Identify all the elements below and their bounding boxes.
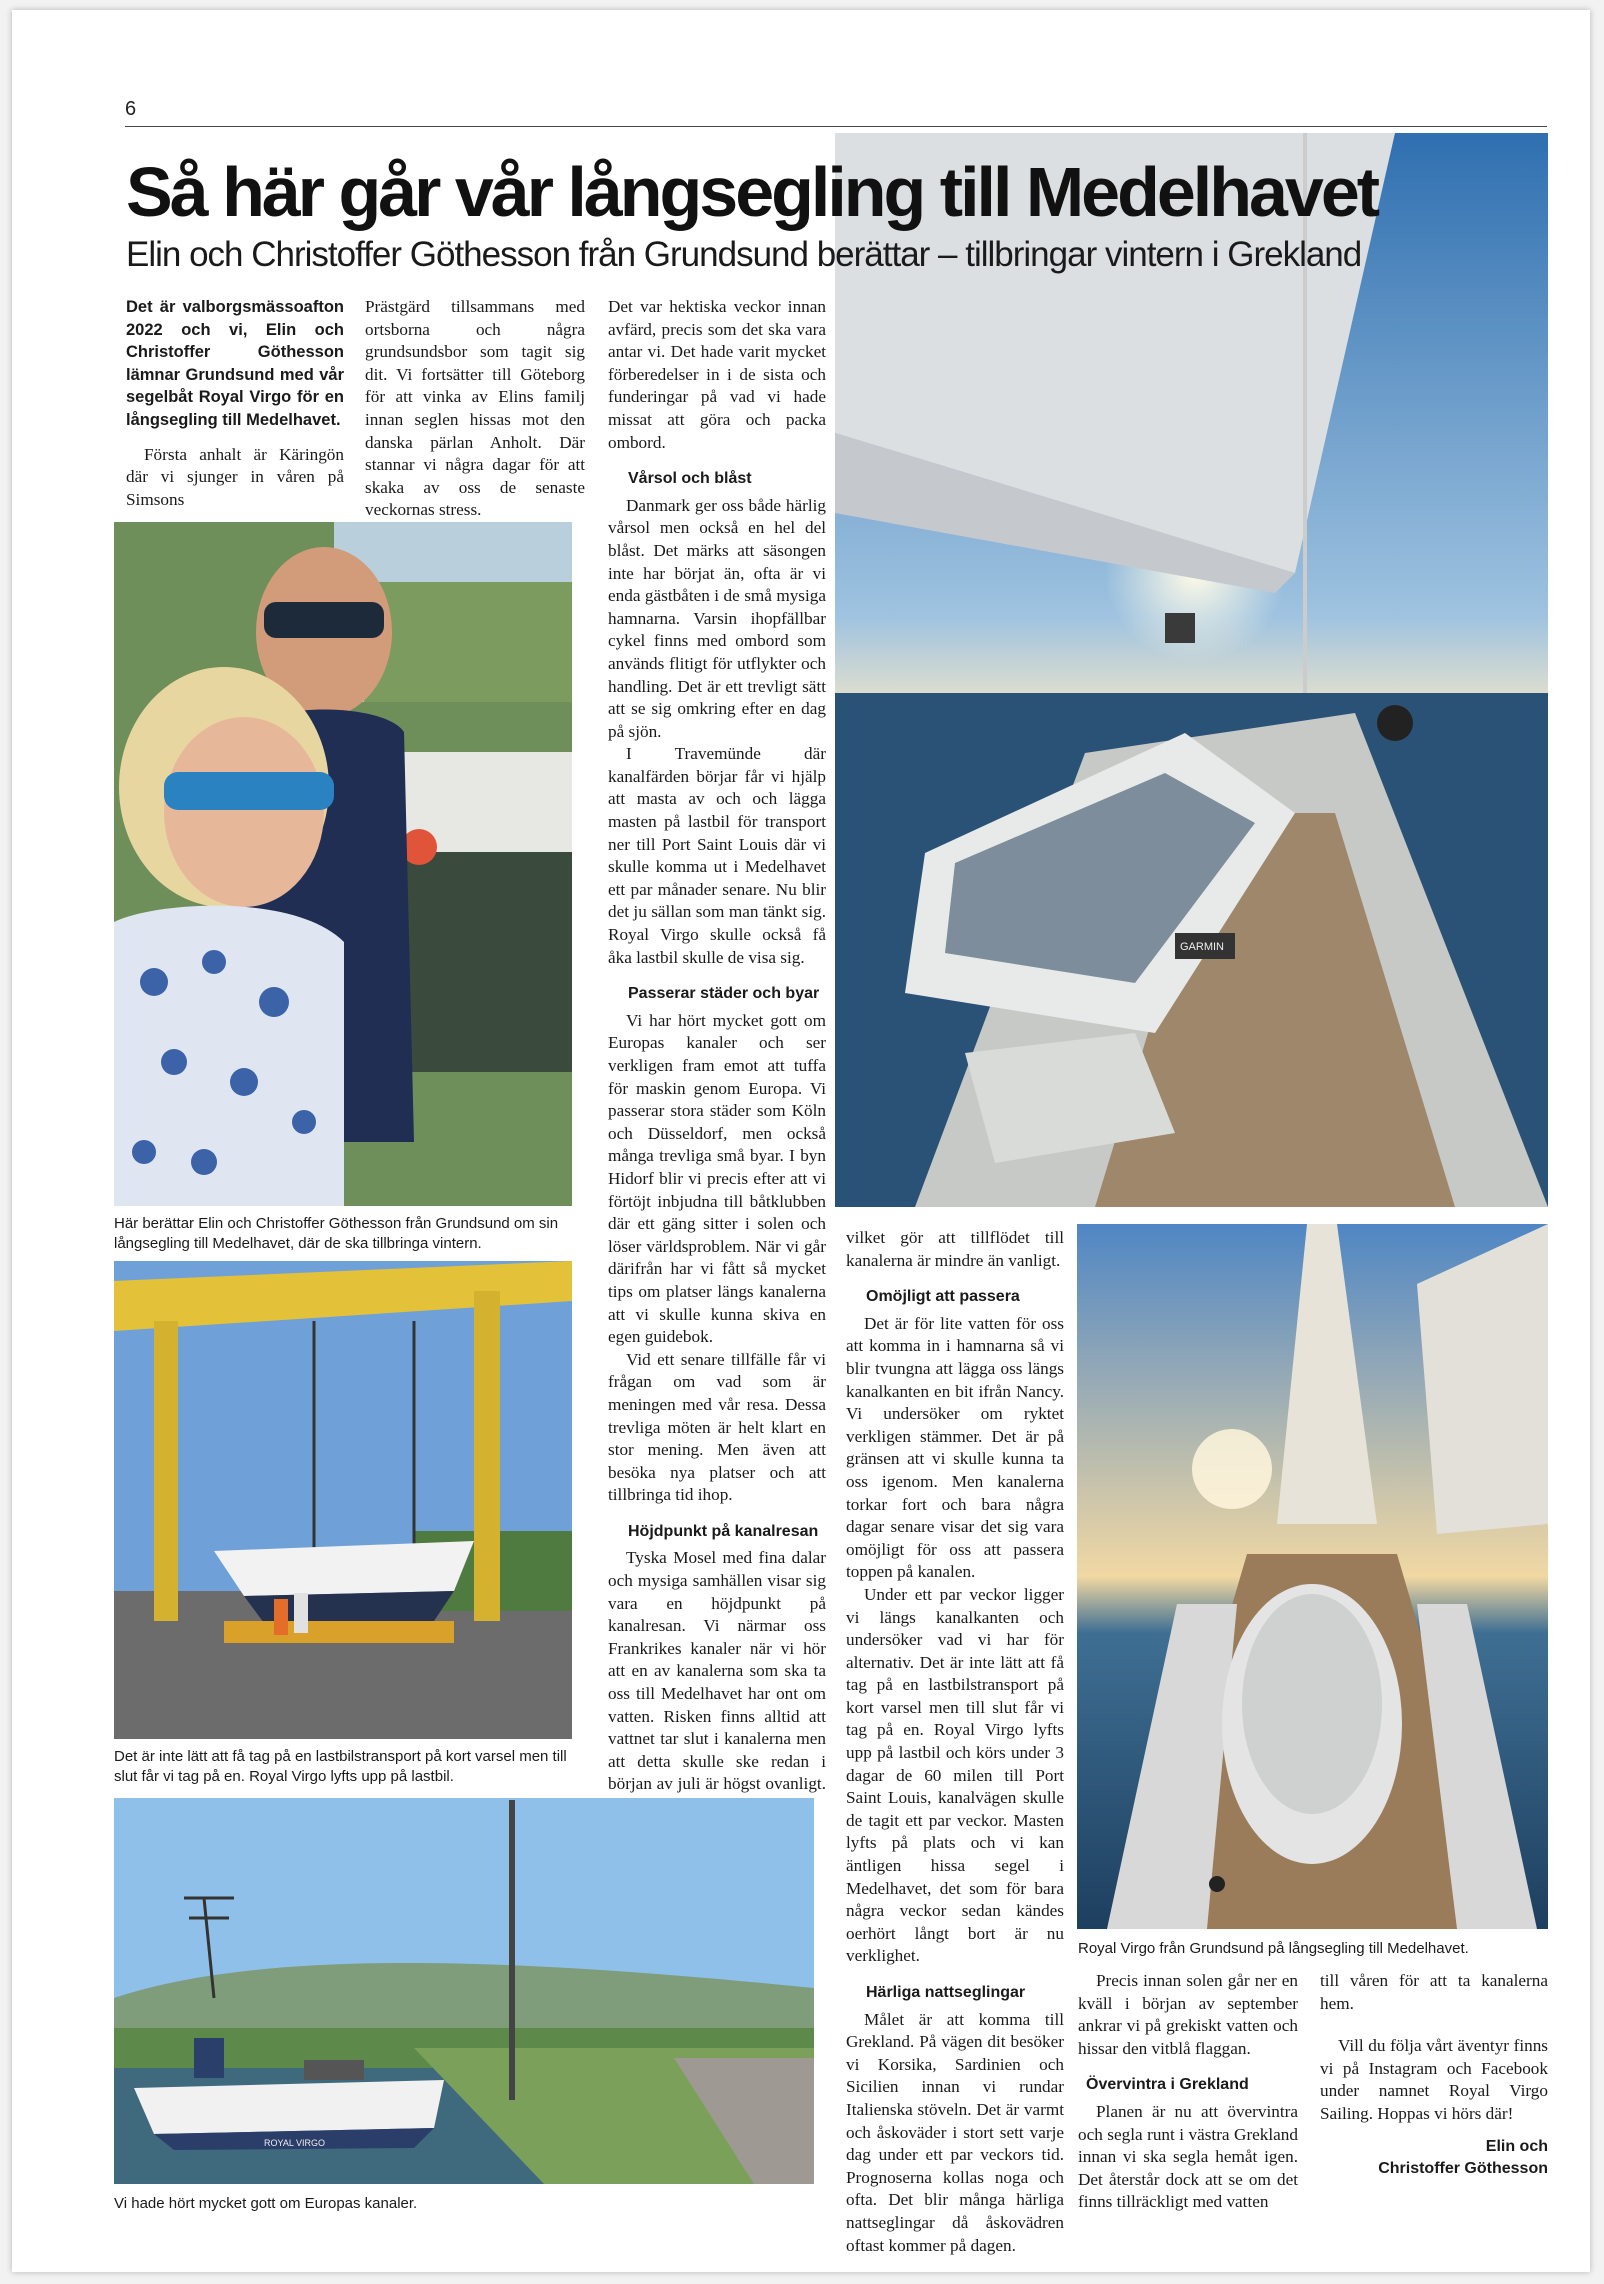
column-4 [846,1227,1064,2257]
sailing-photo [835,133,1548,1207]
headline: Så här går vår långsegling till Medelhavet [126,153,1378,231]
console-label: GARMIN [1180,941,1224,953]
subheading-varsol: Vårsol och blåst [628,470,752,488]
canal-caption: Vi hade hört mycket gott om Europas kanaler. [114,2195,418,2212]
header-rule [125,126,1547,127]
paragraph: Vill du följa vårt äventyr finns vi på Instagram och Facebook under namnet Royal Virgo Sailing. Hoppas vi hörs där! [1320,2036,1548,2123]
subheading-passerar: Passerar städer och byar [628,985,820,1003]
boat-name-label: ROYAL VIRGO [264,2138,326,2148]
column-3 [608,296,826,1819]
paragraph: Prästgärd tillsammans med ortsborna och några grundsundsbor som tagit sig dit. Vi fortsätter till Göteborg för att vinka av Elins familj innan seglen hissas mot den danska pärlan Anholt. Där stannar vi några dagar för att skaka av oss de senaste veckornas stress. [365,297,585,520]
signature-line-2: Christoffer Göthesson [1378,2159,1548,2177]
page-number: 6 [125,98,137,120]
paragraph: Det är för lite vatten för oss att komma in i hamnarna så vi blir tvungna att lägga oss längs kanalkanten en bit ifrån Nancy. Vi undersöker om ryktet verkligen stämmer. Det är på gränsen att vi skulle kunna ta oss igenom. Men kanalerna torkar fort och bara några dagar senare visar det sig vara omöjligt för oss att passera toppen på kanalen. [846,1313,1064,1582]
paragraph: Precis innan solen går ner en kväll i början av september ankrar vi på grekiskt vatten och hissar den vitblå flaggan. [1078,1971,1298,2058]
subheading-overvintra: Övervintra i Grekland [1086,2076,1249,2094]
deck-caption: Royal Virgo från Grundsund på långsegling till Medelhavet. [1078,1940,1469,1957]
paragraph: Under ett par veckor ligger vi längs kanalkanten och undersöker vad vi har för alternativ. Det är inte lätt att få tag på en lastbilstransport på kort varsel men till slut får vi tag på en. Royal Virgo lyfts upp på lastbil och körs under 3 dagar de 60 milen till Port Saint Louis, kanalvägen skulle de tagit ett par veckor. Masten lyfts på plats och vi kan äntligen hissa segel i Medelhavet, det som för bara några veckor sedan kändes oerhört långt bort är nu verklighet. [846,1584,1064,1966]
column-5 [1078,1970,1298,2214]
newspaper-page [12,10,1590,2272]
subheading-omojligt: Omöjligt att passera [866,1288,1020,1306]
truck-caption: Det är inte lätt att få tag på en lastbilstransport på kort varsel men till slut får vi tag på en. Royal Virgo lyfts upp på lastbil. [114,1748,567,1785]
subheadline: Elin och Christoffer Göthesson från Grundsund berättar – tillbringar vintern i Grekland [126,235,1362,274]
paragraph: vilket gör att tillflödet till kanalerna är mindre än vanligt. [846,1228,1064,1270]
paragraph: Planen är nu att övervintra och segla runt i västra Grekland innan vi ska segla hemåt igen. Det återstår dock att se om det finns tillräckligt med vatten [1078,2101,1298,2212]
deck-photo [1077,1224,1548,1929]
subheading-hojdpunkt: Höjdpunkt på kanalresan [628,1522,819,1540]
paragraph: Målet är att komma till Grekland. På vägen dit besöker vi Korsika, Sardinien och Sicilien innan vi rundar Italienska stöveln. Det är varmt och åskoväder i stort sett varje dag under ett par veckors tid. Prognoserna kollas noga och ofta. Det blir många härliga nattseglingar då åskovädren oftast kommer på dagen. [846,2009,1064,2255]
paragraph: Tyska Mosel med fina dalar och mysiga samhällen visar sig vara en höjdpunkt på kanalresan. Vi närmar oss Frankrikes kanaler när vi hör att en av kanalerna som ska ta oss till Medelhavet har ont om vatten. Risken finns alltid att vattnet tar slut i kanalerna men att detta skulle ske redan i början av juli är högst ovanligt. [608,1548,826,1794]
paragraph: Det var hektiska veckor innan avfärd, precis som det ska vara antar vi. Det hade varit mycket förberedelser in i de sista och funderingar på vad vi hade missat att göra och packa ombord. [608,297,826,452]
selfie-photo [114,522,572,1206]
signature-line-1: Elin och [1485,2137,1548,2155]
column-1 [126,296,344,511]
paragraph: till våren för att ta kanalerna hem. [1320,1971,1548,2013]
paragraph: Första anhalt är Käringön där vi sjunger in våren på Simsons [126,444,344,509]
truck-photo [114,1261,572,1739]
column-6 [1320,1970,1548,2180]
paragraph: Danmark ger oss både härlig vårsol men också en hel del blåst. Det märks att säsongen inte har börjat än, ofta är vi enda gästbåten i de små mysiga hamnarna. Varsin ihopfällbar cykel finns med ombord som används flitigt för utflykter och handling. Det är ett trevligt sätt att se sig omkring efter en dag på sjön. [608,495,826,741]
column-2 [365,296,585,522]
canal-photo [114,1798,814,2184]
paragraph: Vi har hört mycket gott om Europas kanaler och ser verkligen fram emot att tuffa för maskin genom Europa. Vi passerar stora städer som Köln och Düsseldorf, men också många trevliga små byar. I byn Hidorf blir vi precis efter att vi förtöjt inbjudna till båtklubben där ett gäng sitter i solen och löser världsproblem. När vi går därifrån har vi fått så mycket tips om platser längs kanalerna att vi skulle kunna skiva en egen guidebok. [608,1010,826,1347]
lead-paragraph: Det är valborgsmässoafton 2022 och vi, Elin och Christoffer Göthesson lämnar Grundsund med vår segelbåt Royal Virgo för en långsegling till Medelhavet. [126,298,344,429]
selfie-caption: Här berättar Elin och Christoffer Göthesson från Grundsund om sin långsegling till Medelhavet, där de ska tillbringa vintern. [114,1215,559,1252]
subheading-harliga: Härliga nattseglingar [866,1984,1026,2001]
paragraph: Vid ett senare tillfälle får vi frågan om vad som är meningen med vår resa. Dessa trevliga möten är helt klart en stor mening. Men även att besöka nya platser och att tillbringa tid ihop. [608,1349,826,1505]
paragraph: I Travemünde där kanalfärden börjar får vi hjälp att masta av och och lägga masten på lastbil för transport ner till Port Saint Louis där vi skulle komma ut i Medelhavet ett par månader senare. Nu blir det ju sällan som man tänkt sig. Royal Virgo skulle också få åka lastbil skulle de visa sig. [608,744,826,967]
